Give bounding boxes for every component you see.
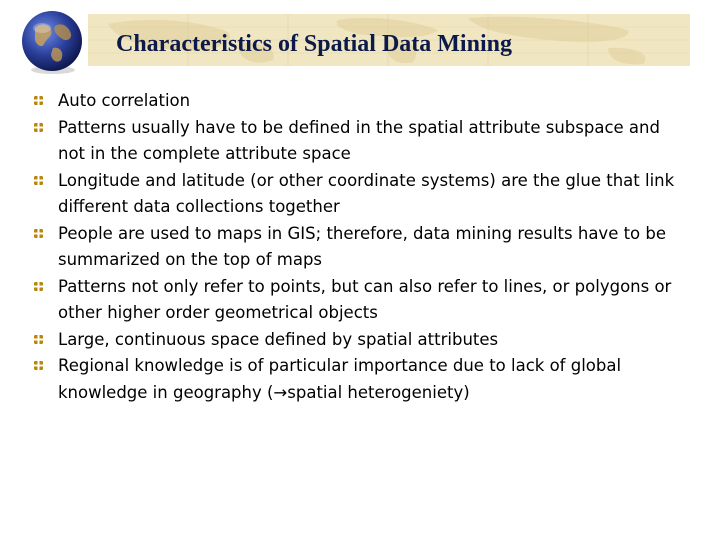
list-item [32, 274, 692, 327]
list-item [32, 327, 692, 354]
bullet-icon [32, 280, 45, 293]
list-item [32, 353, 692, 406]
bullet-text: People are used to maps in GIS; therefore, data mining results have to be summarized on the top of maps [58, 223, 667, 269]
list-item [32, 221, 692, 274]
list-item [32, 88, 692, 115]
title-banner [88, 14, 690, 66]
bullet-text: Large, continuous space defined by spatial attributes [58, 329, 499, 349]
bullet-icon [32, 174, 45, 187]
bullet-text: Patterns not only refer to points, but can also refer to lines, or polygons or other higher order geometrical objects [58, 276, 672, 322]
slide-title: Characteristics of Spatial Data Mining [116, 31, 512, 57]
bullet-icon [32, 94, 45, 107]
bullet-text: Patterns usually have to be defined in the spatial attribute subspace and not in the complete attribute space [58, 117, 660, 163]
list-item [32, 168, 692, 221]
bullet-icon [32, 227, 45, 240]
bullet-text: Auto correlation [58, 91, 191, 110]
list-item [32, 115, 692, 168]
bullet-list [32, 88, 692, 406]
bullet-text: Regional knowledge is of particular importance due to lack of global knowledge in geography (→spatial heterogeniety) [58, 356, 622, 402]
bullet-icon [32, 359, 45, 372]
globe-icon [17, 8, 87, 78]
bullet-icon [32, 121, 45, 134]
bullet-text: Longitude and latitude (or other coordinate systems) are the glue that link different data collections together [58, 170, 675, 216]
bullet-icon [32, 333, 45, 346]
